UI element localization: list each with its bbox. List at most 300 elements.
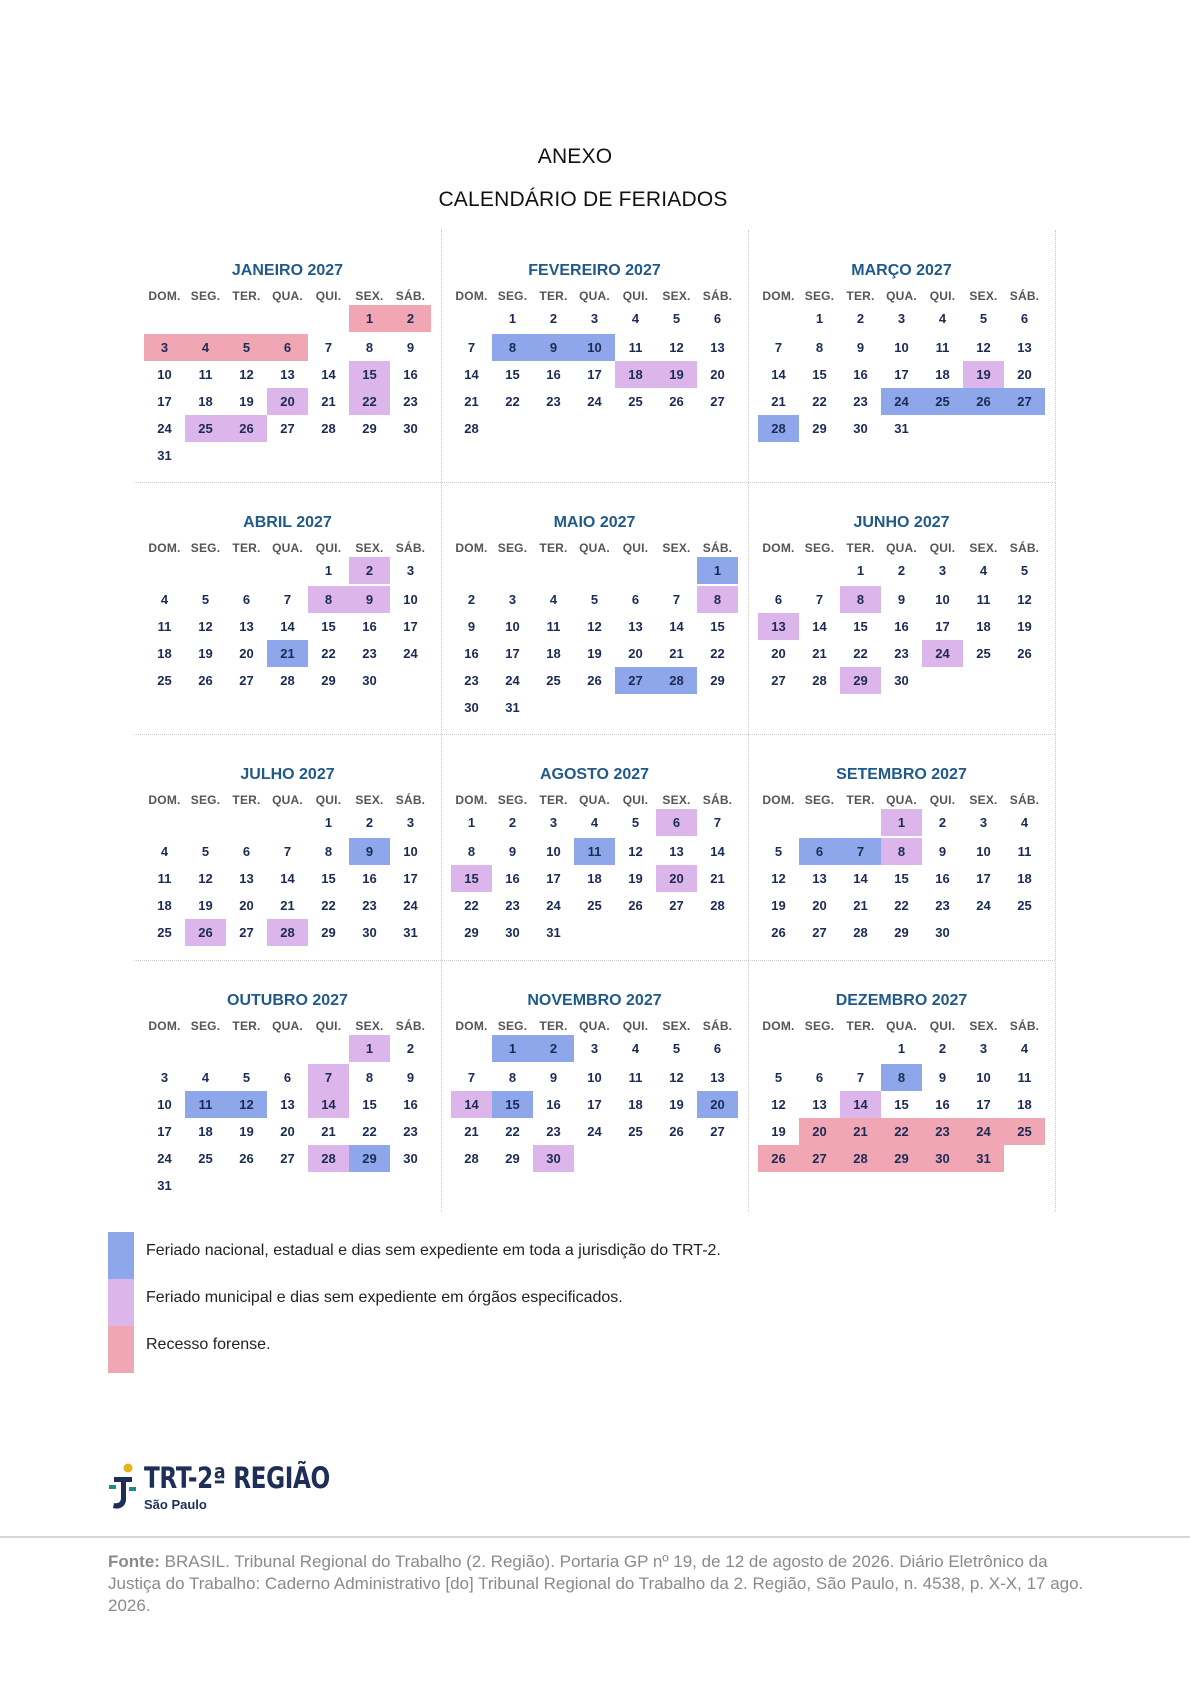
day-cell: 2 — [390, 305, 431, 332]
day-cell: 17 — [976, 1097, 991, 1112]
weekday-label: SÁB. — [395, 289, 426, 303]
day-cell: 8 — [697, 586, 738, 613]
day-cell: 16 — [505, 871, 520, 886]
day-cell: 6 — [799, 838, 840, 865]
trt-figure-icon — [108, 1463, 140, 1511]
day-cell: 7 — [324, 340, 333, 355]
day-cell: 13 — [758, 613, 799, 640]
weekday-label: SEX. — [662, 289, 691, 303]
day-cell: 25 — [1017, 898, 1032, 913]
legend-item-national — [108, 1232, 1008, 1279]
day-cell: 20 — [280, 1124, 295, 1139]
day-cell: 5 — [774, 1070, 783, 1085]
day-cell: 19 — [771, 898, 786, 913]
weekday-label: QUI. — [929, 793, 956, 807]
day-cell: 11 — [976, 592, 991, 607]
day-cell: 26 — [771, 925, 786, 940]
day-cell: 9 — [349, 586, 390, 613]
weekday-label: SEG. — [190, 793, 221, 807]
day-cell: 9 — [508, 844, 517, 859]
day-cell: 25 — [185, 415, 226, 442]
day-cell: 27 — [239, 673, 254, 688]
weekday-label: SEX. — [662, 793, 691, 807]
weekday-label: QUI. — [622, 541, 649, 555]
day-cell: 10 — [976, 1070, 991, 1085]
logo-title: TRT-2ª REGIÃO — [144, 1461, 330, 1495]
day-cell: 5 — [672, 311, 681, 326]
day-cell: 1 — [881, 809, 922, 836]
month-4 — [134, 482, 441, 734]
day-cell: 3 — [406, 563, 415, 578]
weekday-label: QUA. — [886, 1019, 917, 1033]
day-cell: 24 — [505, 673, 520, 688]
day-cell: 10 — [935, 592, 950, 607]
month-title: FEVEREIRO 2027 — [528, 262, 661, 279]
day-cell: 3 — [979, 815, 988, 830]
day-cell: 25 — [546, 673, 561, 688]
day-cell: 22 — [349, 388, 390, 415]
day-cell: 30 — [505, 925, 520, 940]
row-divider — [134, 960, 1055, 961]
day-cell: 19 — [771, 1124, 786, 1139]
weekday-label: DOM. — [148, 289, 181, 303]
day-cell: 29 — [505, 1151, 520, 1166]
day-cell: 30 — [533, 1145, 574, 1172]
weekday-label: SÁB. — [395, 1019, 426, 1033]
day-cell: 11 — [628, 1070, 643, 1085]
day-cell: 5 — [979, 311, 988, 326]
weekday-label: SÁB. — [1009, 1019, 1040, 1033]
day-cell: 7 — [467, 340, 476, 355]
day-cell: 6 — [774, 592, 783, 607]
weekday-label: TER. — [539, 1019, 568, 1033]
weekday-label: SÁB. — [395, 793, 426, 807]
day-cell: 14 — [308, 1091, 349, 1118]
weekday-label: QUI. — [315, 1019, 342, 1033]
day-cell: 29 — [840, 667, 881, 694]
day-cell: 22 — [881, 1118, 922, 1145]
logo-subtitle: São Paulo — [144, 1497, 207, 1512]
month-3 — [748, 230, 1055, 482]
day-cell: 5 — [1020, 563, 1029, 578]
day-cell: 13 — [239, 871, 254, 886]
day-cell: 13 — [812, 871, 827, 886]
day-cell: 24 — [922, 640, 963, 667]
day-cell: 4 — [631, 311, 640, 326]
day-cell: 2 — [349, 557, 390, 584]
day-cell: 14 — [280, 871, 295, 886]
day-cell: 6 — [242, 844, 251, 859]
day-cell: 6 — [631, 592, 640, 607]
day-cell: 11 — [157, 871, 172, 886]
day-cell: 1 — [324, 563, 333, 578]
day-cell: 14 — [771, 367, 786, 382]
day-cell: 31 — [157, 448, 172, 463]
day-cell: 11 — [1017, 844, 1032, 859]
day-cell: 4 — [549, 592, 558, 607]
day-cell: 16 — [403, 1097, 418, 1112]
day-cell: 3 — [590, 1041, 599, 1056]
day-cell: 2 — [467, 592, 476, 607]
day-cell: 13 — [1017, 340, 1032, 355]
weekday-label: SEX. — [662, 1019, 691, 1033]
day-cell: 11 — [185, 1091, 226, 1118]
day-cell: 16 — [362, 871, 377, 886]
weekday-label: QUA. — [886, 793, 917, 807]
day-cell: 22 — [321, 646, 336, 661]
day-cell: 5 — [226, 334, 267, 361]
day-cell: 4 — [1020, 1041, 1029, 1056]
day-cell: 19 — [628, 871, 643, 886]
day-cell: 13 — [280, 1097, 295, 1112]
day-cell: 13 — [239, 619, 254, 634]
day-cell: 1 — [897, 1041, 906, 1056]
weekday-label: SEG. — [190, 1019, 221, 1033]
day-cell: 14 — [853, 871, 868, 886]
month-9 — [748, 734, 1055, 960]
day-cell: 31 — [505, 700, 520, 715]
day-cell: 6 — [815, 1070, 824, 1085]
day-cell: 8 — [815, 340, 824, 355]
day-cell: 2 — [938, 815, 947, 830]
day-cell: 3 — [549, 815, 558, 830]
legend-text-recess: Recesso forense. — [146, 1336, 271, 1353]
day-cell: 29 — [321, 925, 336, 940]
day-cell: 28 — [853, 925, 868, 940]
day-cell: 31 — [546, 925, 561, 940]
day-cell: 26 — [758, 1145, 799, 1172]
day-cell: 24 — [157, 1151, 172, 1166]
day-cell: 28 — [840, 1145, 881, 1172]
day-cell: 24 — [403, 646, 418, 661]
weekday-label: SEG. — [497, 1019, 528, 1033]
day-cell: 21 — [464, 394, 479, 409]
day-cell: 27 — [771, 673, 786, 688]
day-cell: 24 — [587, 1124, 602, 1139]
day-cell: 3 — [144, 334, 185, 361]
weekday-label: SEG. — [497, 289, 528, 303]
day-cell: 21 — [321, 394, 336, 409]
day-cell: 24 — [546, 898, 561, 913]
day-cell: 18 — [1017, 1097, 1032, 1112]
month-8 — [441, 734, 748, 960]
weekday-label: QUI. — [929, 541, 956, 555]
weekday-label: SEG. — [804, 289, 835, 303]
day-cell: 4 — [631, 1041, 640, 1056]
weekday-label: SEG. — [497, 541, 528, 555]
day-cell: 10 — [976, 844, 991, 859]
day-cell: 22 — [321, 898, 336, 913]
weekday-label: QUA. — [886, 289, 917, 303]
day-cell: 5 — [201, 592, 210, 607]
day-cell: 16 — [935, 871, 950, 886]
day-cell: 16 — [464, 646, 479, 661]
day-cell: 18 — [157, 646, 172, 661]
day-cell: 26 — [963, 388, 1004, 415]
day-cell: 22 — [710, 646, 725, 661]
day-cell: 16 — [403, 367, 418, 382]
day-cell: 15 — [853, 619, 868, 634]
weekday-label: DOM. — [148, 541, 181, 555]
day-cell: 22 — [894, 898, 909, 913]
day-cell: 19 — [239, 1124, 254, 1139]
day-cell: 20 — [697, 1091, 738, 1118]
day-cell: 14 — [280, 619, 295, 634]
day-cell: 30 — [894, 673, 909, 688]
day-cell: 6 — [283, 1070, 292, 1085]
weekday-label: TER. — [846, 289, 875, 303]
day-cell: 16 — [546, 367, 561, 382]
day-cell: 20 — [656, 865, 697, 892]
weekday-label: SEX. — [969, 289, 998, 303]
day-cell: 10 — [574, 334, 615, 361]
day-cell: 29 — [464, 925, 479, 940]
day-cell: 20 — [628, 646, 643, 661]
day-cell: 9 — [467, 619, 476, 634]
day-cell: 3 — [979, 1041, 988, 1056]
day-cell: 9 — [938, 1070, 947, 1085]
day-cell: 15 — [451, 865, 492, 892]
day-cell: 19 — [963, 361, 1004, 388]
weekday-label: SÁB. — [395, 541, 426, 555]
day-cell: 9 — [406, 1070, 415, 1085]
day-cell: 24 — [881, 388, 922, 415]
day-cell: 22 — [812, 394, 827, 409]
day-cell: 28 — [280, 673, 295, 688]
weekday-label: DOM. — [762, 541, 795, 555]
day-cell: 17 — [976, 871, 991, 886]
day-cell: 7 — [774, 340, 783, 355]
day-cell: 27 — [239, 925, 254, 940]
weekday-label: TER. — [539, 289, 568, 303]
day-cell: 2 — [365, 815, 374, 830]
day-cell: 30 — [853, 421, 868, 436]
day-cell: 20 — [239, 898, 254, 913]
day-cell: 15 — [349, 361, 390, 388]
day-cell: 31 — [403, 925, 418, 940]
day-cell: 27 — [710, 1124, 725, 1139]
day-cell: 25 — [628, 394, 643, 409]
day-cell: 29 — [812, 421, 827, 436]
weekday-label: QUA. — [579, 793, 610, 807]
day-cell: 4 — [160, 844, 169, 859]
day-cell: 21 — [280, 898, 295, 913]
month-7 — [134, 734, 441, 960]
day-cell: 24 — [157, 421, 172, 436]
day-cell: 31 — [157, 1178, 172, 1193]
day-cell: 8 — [365, 1070, 374, 1085]
day-cell: 14 — [464, 367, 479, 382]
day-cell: 19 — [198, 646, 213, 661]
weekday-label: QUI. — [929, 289, 956, 303]
month-title: DEZEMBRO 2027 — [835, 992, 968, 1009]
day-cell: 21 — [771, 394, 786, 409]
day-cell: 14 — [321, 367, 336, 382]
day-cell: 28 — [308, 1145, 349, 1172]
day-cell: 10 — [157, 1097, 172, 1112]
weekday-label: SEX. — [662, 541, 691, 555]
legend-item-municipal — [108, 1279, 1008, 1326]
day-cell: 3 — [406, 815, 415, 830]
weekday-label: SEG. — [804, 793, 835, 807]
day-cell: 1 — [324, 815, 333, 830]
day-cell: 16 — [853, 367, 868, 382]
weekday-label: QUI. — [929, 1019, 956, 1033]
day-cell: 8 — [365, 340, 374, 355]
day-cell: 9 — [406, 340, 415, 355]
month-title: JANEIRO 2027 — [231, 262, 344, 279]
weekday-label: SÁB. — [702, 541, 733, 555]
day-cell: 9 — [856, 340, 865, 355]
legend-swatch-blue — [108, 1232, 134, 1279]
day-cell: 2 — [533, 1035, 574, 1062]
day-cell: 23 — [894, 646, 909, 661]
day-cell: 17 — [403, 871, 418, 886]
day-cell: 20 — [1017, 367, 1032, 382]
weekday-label: QUI. — [315, 793, 342, 807]
weekday-label: SEX. — [969, 1019, 998, 1033]
day-cell: 23 — [922, 1118, 963, 1145]
day-cell: 8 — [840, 586, 881, 613]
day-cell: 23 — [403, 394, 418, 409]
month-5 — [441, 482, 748, 734]
month-title: AGOSTO 2027 — [539, 766, 650, 783]
day-cell: 4 — [1020, 815, 1029, 830]
footer-divider — [0, 1536, 1190, 1538]
source-label: Fonte: — [108, 1552, 160, 1571]
day-cell: 18 — [546, 646, 561, 661]
day-cell: 25 — [922, 388, 963, 415]
day-cell: 15 — [894, 1097, 909, 1112]
day-cell: 13 — [669, 844, 684, 859]
document-title: ANEXO — [537, 145, 613, 168]
weekday-label: QUA. — [886, 541, 917, 555]
weekday-label: QUA. — [579, 1019, 610, 1033]
day-cell: 22 — [362, 1124, 377, 1139]
weekday-label: SEG. — [804, 1019, 835, 1033]
day-cell: 4 — [938, 311, 947, 326]
day-cell: 7 — [283, 592, 292, 607]
day-cell: 26 — [198, 673, 213, 688]
weekday-label: TER. — [232, 793, 261, 807]
day-cell: 1 — [856, 563, 865, 578]
weekday-label: SÁB. — [1009, 541, 1040, 555]
day-cell: 28 — [321, 421, 336, 436]
day-cell: 15 — [321, 871, 336, 886]
weekday-label: TER. — [846, 793, 875, 807]
day-cell: 23 — [403, 1124, 418, 1139]
day-cell: 9 — [533, 334, 574, 361]
weekday-label: DOM. — [455, 541, 488, 555]
day-cell: 5 — [590, 592, 599, 607]
month-title: NOVEMBRO 2027 — [527, 992, 662, 1009]
weekday-label: DOM. — [455, 289, 488, 303]
day-cell: 12 — [587, 619, 602, 634]
day-cell: 18 — [157, 898, 172, 913]
day-cell: 12 — [628, 844, 643, 859]
legend-text-national: Feriado nacional, estadual e dias sem expediente em toda a jurisdição do TRT-2. — [146, 1242, 721, 1259]
day-cell: 22 — [853, 646, 868, 661]
day-cell: 26 — [669, 1124, 684, 1139]
day-cell: 27 — [1004, 388, 1045, 415]
day-cell: 21 — [669, 646, 684, 661]
day-cell: 7 — [308, 1064, 349, 1091]
day-cell: 23 — [464, 673, 479, 688]
weekday-label: QUI. — [622, 793, 649, 807]
day-cell: 11 — [157, 619, 172, 634]
day-cell: 6 — [713, 1041, 722, 1056]
day-cell: 11 — [1017, 1070, 1032, 1085]
day-cell: 20 — [267, 388, 308, 415]
day-cell: 5 — [672, 1041, 681, 1056]
day-cell: 28 — [758, 415, 799, 442]
day-cell: 17 — [935, 619, 950, 634]
weekday-label: QUA. — [272, 1019, 303, 1033]
day-cell: 28 — [656, 667, 697, 694]
day-cell: 15 — [321, 619, 336, 634]
day-cell: 31 — [894, 421, 909, 436]
day-cell: 27 — [812, 925, 827, 940]
day-cell: 6 — [267, 334, 308, 361]
day-cell: 17 — [157, 1124, 172, 1139]
day-cell: 25 — [1004, 1118, 1045, 1145]
weekday-label: SEX. — [355, 1019, 384, 1033]
day-cell: 12 — [771, 1097, 786, 1112]
day-cell: 25 — [587, 898, 602, 913]
day-cell: 29 — [362, 421, 377, 436]
day-cell: 19 — [656, 361, 697, 388]
day-cell: 20 — [812, 898, 827, 913]
day-cell: 20 — [771, 646, 786, 661]
day-cell: 12 — [198, 619, 213, 634]
weekday-label: TER. — [539, 793, 568, 807]
month-title: JUNHO 2027 — [853, 514, 950, 531]
month-12 — [748, 960, 1055, 1212]
day-cell: 12 — [669, 1070, 684, 1085]
trt2-logo — [108, 1461, 330, 1516]
day-cell: 4 — [201, 1070, 210, 1085]
day-cell: 26 — [587, 673, 602, 688]
day-cell: 30 — [403, 1151, 418, 1166]
day-cell: 8 — [324, 844, 333, 859]
day-cell: 8 — [467, 844, 476, 859]
day-cell: 2 — [897, 563, 906, 578]
day-cell: 25 — [628, 1124, 643, 1139]
day-cell: 4 — [185, 334, 226, 361]
day-cell: 16 — [546, 1097, 561, 1112]
weekday-label: QUI. — [622, 1019, 649, 1033]
weekday-label: QUA. — [579, 289, 610, 303]
day-cell: 20 — [799, 1118, 840, 1145]
day-cell: 23 — [362, 898, 377, 913]
weekday-label: DOM. — [762, 1019, 795, 1033]
day-cell: 10 — [157, 367, 172, 382]
legend-swatch-lilac — [108, 1279, 134, 1326]
weekday-label: TER. — [846, 1019, 875, 1033]
weekday-label: SEX. — [355, 793, 384, 807]
day-cell: 27 — [280, 1151, 295, 1166]
day-cell: 27 — [280, 421, 295, 436]
day-cell: 6 — [656, 809, 697, 836]
day-cell: 30 — [362, 673, 377, 688]
day-cell: 15 — [505, 367, 520, 382]
weekday-label: SEX. — [355, 289, 384, 303]
day-cell: 14 — [710, 844, 725, 859]
day-cell: 15 — [812, 367, 827, 382]
weekday-label: SÁB. — [1009, 793, 1040, 807]
day-cell: 3 — [897, 311, 906, 326]
day-cell: 30 — [464, 700, 479, 715]
